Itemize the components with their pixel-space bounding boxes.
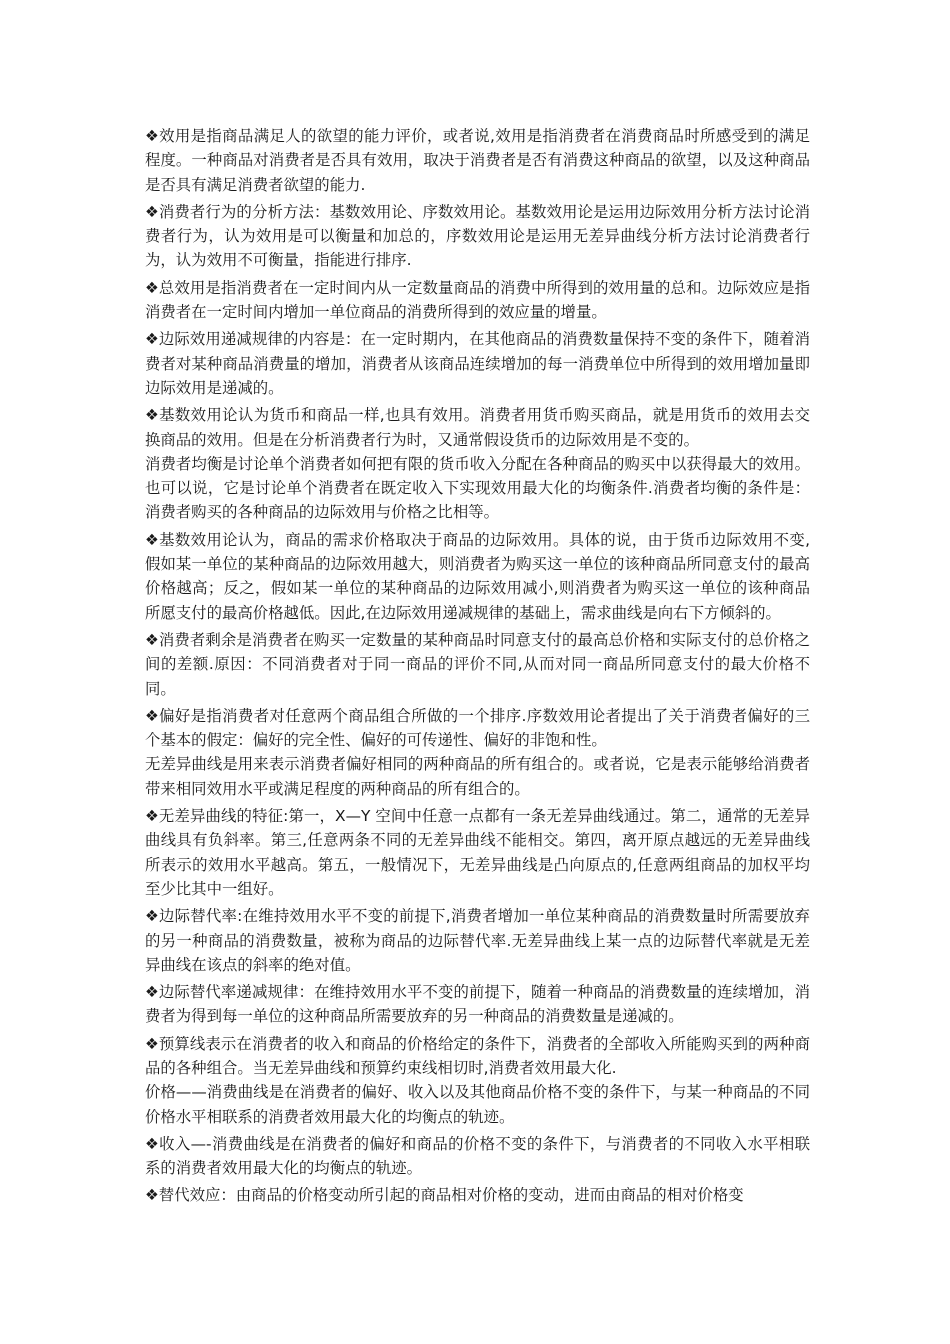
paragraph-indifference-curve: 无差异曲线是用来表示消费者偏好相同的两种商品的所有组合的。或者说，它是表示能够给消费者带来相同效用水平或满足程度的两种商品的所有组合的。 — [145, 755, 810, 798]
paragraph-consumer-equilibrium: 消费者均衡是讨论单个消费者如何把有限的货币收入分配在各种商品的购买中以获得最大的效用。也可以说，它是讨论单个消费者在既定收入下实现效用最大化的均衡条件.消费者均衡的条件是：消费者购买的各种商品的边际效用与价格之比相等。 — [145, 454, 810, 522]
paragraph-total-utility: ❖总效用是指消费者在一定时间内从一定数量商品的消费中所得到的效用量的总和。边际效应是指消费者在一定时间内增加一单位商品的消费所得到的效应量的增量。 — [145, 278, 810, 322]
paragraph-money-utility: ❖基数效用论认为货币和商品一样,也具有效用。消费者用货币购买商品，就是用货币的效用去交换商品的效用。但是在分析消费者行为时，又通常假设货币的边际效用是不变的。 — [145, 406, 810, 449]
paragraph-price-consumption-curve: 价格——消费曲线是在消费者的偏好、收入以及其他商品价格不变的条件下，与某一种商品的不同价格水平相联系的消费者效用最大化的均衡点的轨迹。 — [145, 1083, 810, 1126]
paragraph-indifference-curve-features: ❖无差异曲线的特征:第一，X—Y 空间中任意一点都有一条无差异曲线通过。第二，通常的无差异曲线具有负斜率。第三,任意两条不同的无差异曲线不能相交。第四，离开原点越远的无差异曲线所表示的效用水平越高。第五，一般情况下，无差异曲线是凸向原点的,任意两组商品的加权平均至少比其中一组好。 — [145, 807, 810, 898]
paragraph-demand-price: ❖基数效用论认为，商品的需求价格取决于商品的边际效用。具体的说，由于货币边际效用不变,假如某一单位的某种商品的边际效用越大，则消费者为购买这一单位的该种商品所同意支付的最高价格越高；反之，假如某一单位的某种商品的边际效用减小,则消费者为购买这一单位的该种商品所愿支付的最高价格越低。因此,在边际效用递减规律的基础上，需求曲线是向右下方倾斜的。 — [145, 530, 810, 622]
paragraph-diminishing-marginal-utility: ❖边际效用递减规律的内容是：在一定时期内，在其他商品的消费数量保持不变的条件下，随着消费者对某种商品消费量的增加，消费者从该商品连续增加的每一消费单位中所得到的效用增加量即边际效用是递减的。 — [145, 330, 810, 397]
paragraph-diminishing-mrs: ❖边际替代率递减规律：在维持效用水平不变的前提下，随着一种商品的消费数量的连续增加，消费者为得到每一单位的这种商品所需要放弃的另一种商品的消费数量是递减的。 — [145, 983, 810, 1026]
paragraph-consumer-surplus: ❖消费者剩余是消费者在购买一定数量的某种商品时同意支付的最高总价格和实际支付的总价格之间的差额.原因：不同消费者对于同一商品的评价不同,从而对同一商品所同意支付的最大价格不同。 — [145, 630, 810, 698]
paragraph-preference: ❖偏好是指消费者对任意两个商品组合所做的一个排序.序数效用论者提出了关于消费者偏好的三个基本的假定：偏好的完全性、偏好的可传递性、偏好的非饱和性。 — [145, 706, 810, 750]
paragraph-analysis-methods: ❖消费者行为的分析方法：基数效用论、序数效用论。基数效用论是运用边际效用分析方法讨论消费者行为，认为效用是可以衡量和加总的，序数效用论是运用无差异曲线分析方法讨论消费者行为，认为效用不可衡量，指能进行排序. — [145, 202, 810, 270]
paragraph-substitution-effect: ❖替代效应：由商品的价格变动所引起的商品相对价格的变动，进而由商品的相对价格变 — [145, 1186, 744, 1205]
paragraph-marginal-rate-substitution: ❖边际替代率:在维持效用水平不变的前提下,消费者增加一单位某种商品的消费数量时所需要放弃的另一种商品的消费数量，被称为商品的边际替代率.无差异曲线上某一点的边际替代率就是无差异曲线在该点的斜率的绝对值。 — [145, 907, 810, 974]
paragraph-utility-definition: ❖效用是指商品满足人的欲望的能力评价，或者说,效用是指消费者在消费商品时所感受到的满足程度。一种商品对消费者是否具有效用，取决于消费者是否有消费这种商品的欲望，以及这种商品是否具有满足消费者欲望的能力. — [145, 127, 810, 194]
document-page — [145, 124, 810, 1211]
paragraph-income-consumption-curve: ❖收入—-消费曲线是在消费者的偏好和商品的价格不变的条件下，与消费者的不同收入水平相联系的消费者效用最大化的均衡点的轨迹。 — [145, 1134, 810, 1178]
paragraph-budget-line: ❖预算线表示在消费者的收入和商品的价格给定的条件下，消费者的全部收入所能购买到的两种商品的各种组合。当无差异曲线和预算约束线相切时,消费者效用最大化. — [145, 1034, 810, 1077]
